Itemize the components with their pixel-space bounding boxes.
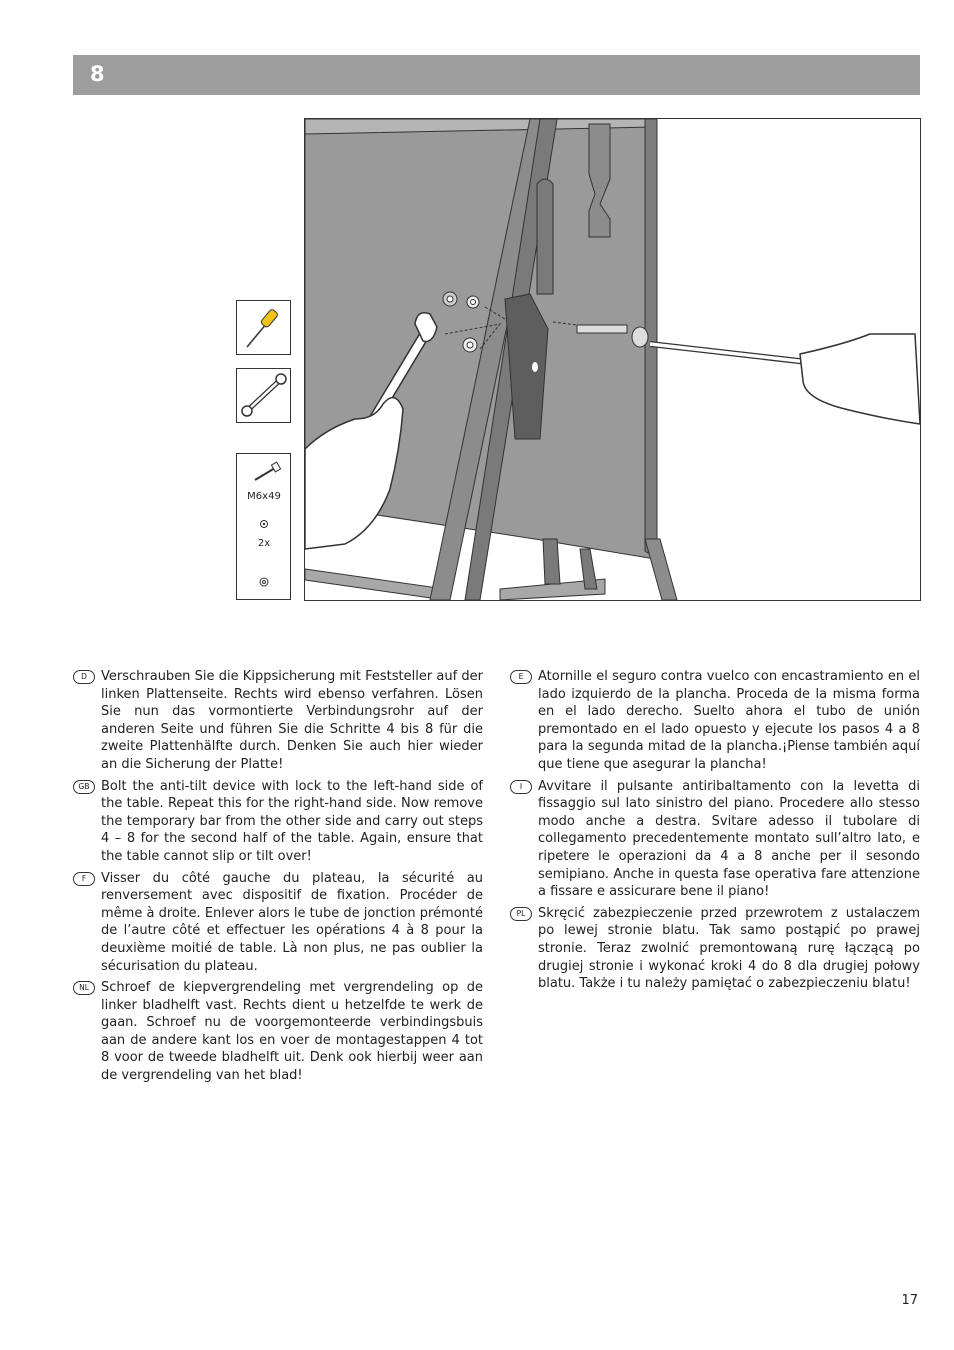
instruction-text-it: Avvitare il pulsante antiribaltamento con la levetta di fissaggio sul lato sinistro del piano. Procedere allo stesso modo anche a destra. Svitare adesso il tubolare di collegamento precedentemente montato sull’altro lato, e ripetere le operazioni da 4 a 8 anche per il sesondo semipiano. Anche in questa fase operativa fare attenzione a fissare e assicurare bene il piano! — [538, 778, 920, 900]
language-badge-pl: PL — [510, 907, 532, 921]
page-number: 17 — [901, 1293, 918, 1308]
wrench-icon — [237, 369, 290, 422]
instruction-text-de: Verschrauben Sie die Kippsicherung mit Feststeller auf der linken Plattenseite. Rechts wird ebenso verfahren. Lösen Sie nun das vormontierte Verbindungsrohr auf der anderen Seite und führen Sie die Schritte 4 bis 8 für die zweite Plattenhälfte durch. Denken Sie auch hier wieder an die Sicherung der Platte! — [101, 669, 483, 772]
instruction-de — [73, 668, 483, 774]
parts-icons — [237, 454, 290, 599]
screwdriver-tool-box — [236, 300, 291, 355]
instruction-it — [510, 778, 920, 901]
instruction-pl — [510, 905, 920, 993]
parts-box — [236, 453, 291, 600]
language-badge-gb: GB — [73, 780, 95, 794]
step-number: 8 — [90, 62, 105, 86]
assembly-drawing — [305, 119, 920, 600]
screwdriver-icon — [237, 301, 290, 354]
language-badge-es: E — [510, 670, 532, 684]
instructions-left-column — [73, 668, 483, 1089]
step-header-bar — [73, 55, 920, 95]
instruction-text-pl: Skręcić zabezpieczenie przed przewrotem z ustalaczem po lewej stronie blatu. Tak samo postąpić po prawej stronie. Teraz zwolnić premontowaną rurę łączącą po drugiej stronie i wykonać kroki 4 do 8 dla drugiej połowy blatu. Także i tu należy pamiętać o zabezpieczeniu blatu! — [538, 905, 920, 992]
language-badge-fr: F — [73, 872, 95, 886]
nut-icon — [260, 578, 268, 586]
bolt-size-label: M6x49 — [247, 491, 281, 502]
washer-icon — [261, 521, 268, 528]
quantity-label: 2x — [257, 538, 271, 549]
instruction-text-nl: Schroef de kiepvergrendeling met vergrendeling op de linker bladhelft vast. Rechts dient u hetzelfde te werk de gaan. Schroef nu de voorgemonteerde verbindingsbuis aan de andere kant los en voer de montagestappen 4 tot 8 voor de tweede bladhelft uit. Denk ook hierbij weer aan de vergrendeling van het blad! — [101, 980, 483, 1084]
instruction-text-es: Atornille el seguro contra vuelco con encastramiento en el lado izquierdo de la plancha. Proceda de la misma forma en el lado derecho. Suelto ahora el tubo de unión premontado en el lado opuesto y ejecute los pasos 4 a 8 para la segunda mitad de la plancha.¡Piense también aquí que tiene que asegurar la plancha! — [538, 669, 920, 772]
instruction-text-gb: Bolt the anti-tilt device with lock to the left-hand side of the table. Repeat this for the right-hand side. Now remove the temporary bar from the other side and carry out steps 4 – 8 for the second half of the table. Again, ensure that the table cannot slip or tilt over! — [101, 778, 483, 864]
assembly-illustration — [304, 118, 921, 601]
instruction-es — [510, 668, 920, 774]
language-badge-nl: NL — [73, 981, 95, 995]
bolt-icon — [255, 462, 281, 480]
instruction-fr — [73, 870, 483, 976]
instruction-nl — [73, 979, 483, 1085]
instruction-text-fr: Visser du côté gauche du plateau, la sécurité au renversement avec dispositif de fixation. Procéder de même à droite. Enlever alors le tube de jonction prémonté de l’autre côté et effectuer les opérations 4 à 8 pour la deuxième moitié de table. Là non plus, ne pas oublier la sécurisation du plateau. — [101, 870, 483, 974]
language-badge-de: D — [73, 670, 95, 684]
instruction-gb — [73, 778, 483, 866]
instructions-right-column — [510, 668, 920, 997]
language-badge-it: I — [510, 780, 532, 794]
wrench-tool-box — [236, 368, 291, 423]
